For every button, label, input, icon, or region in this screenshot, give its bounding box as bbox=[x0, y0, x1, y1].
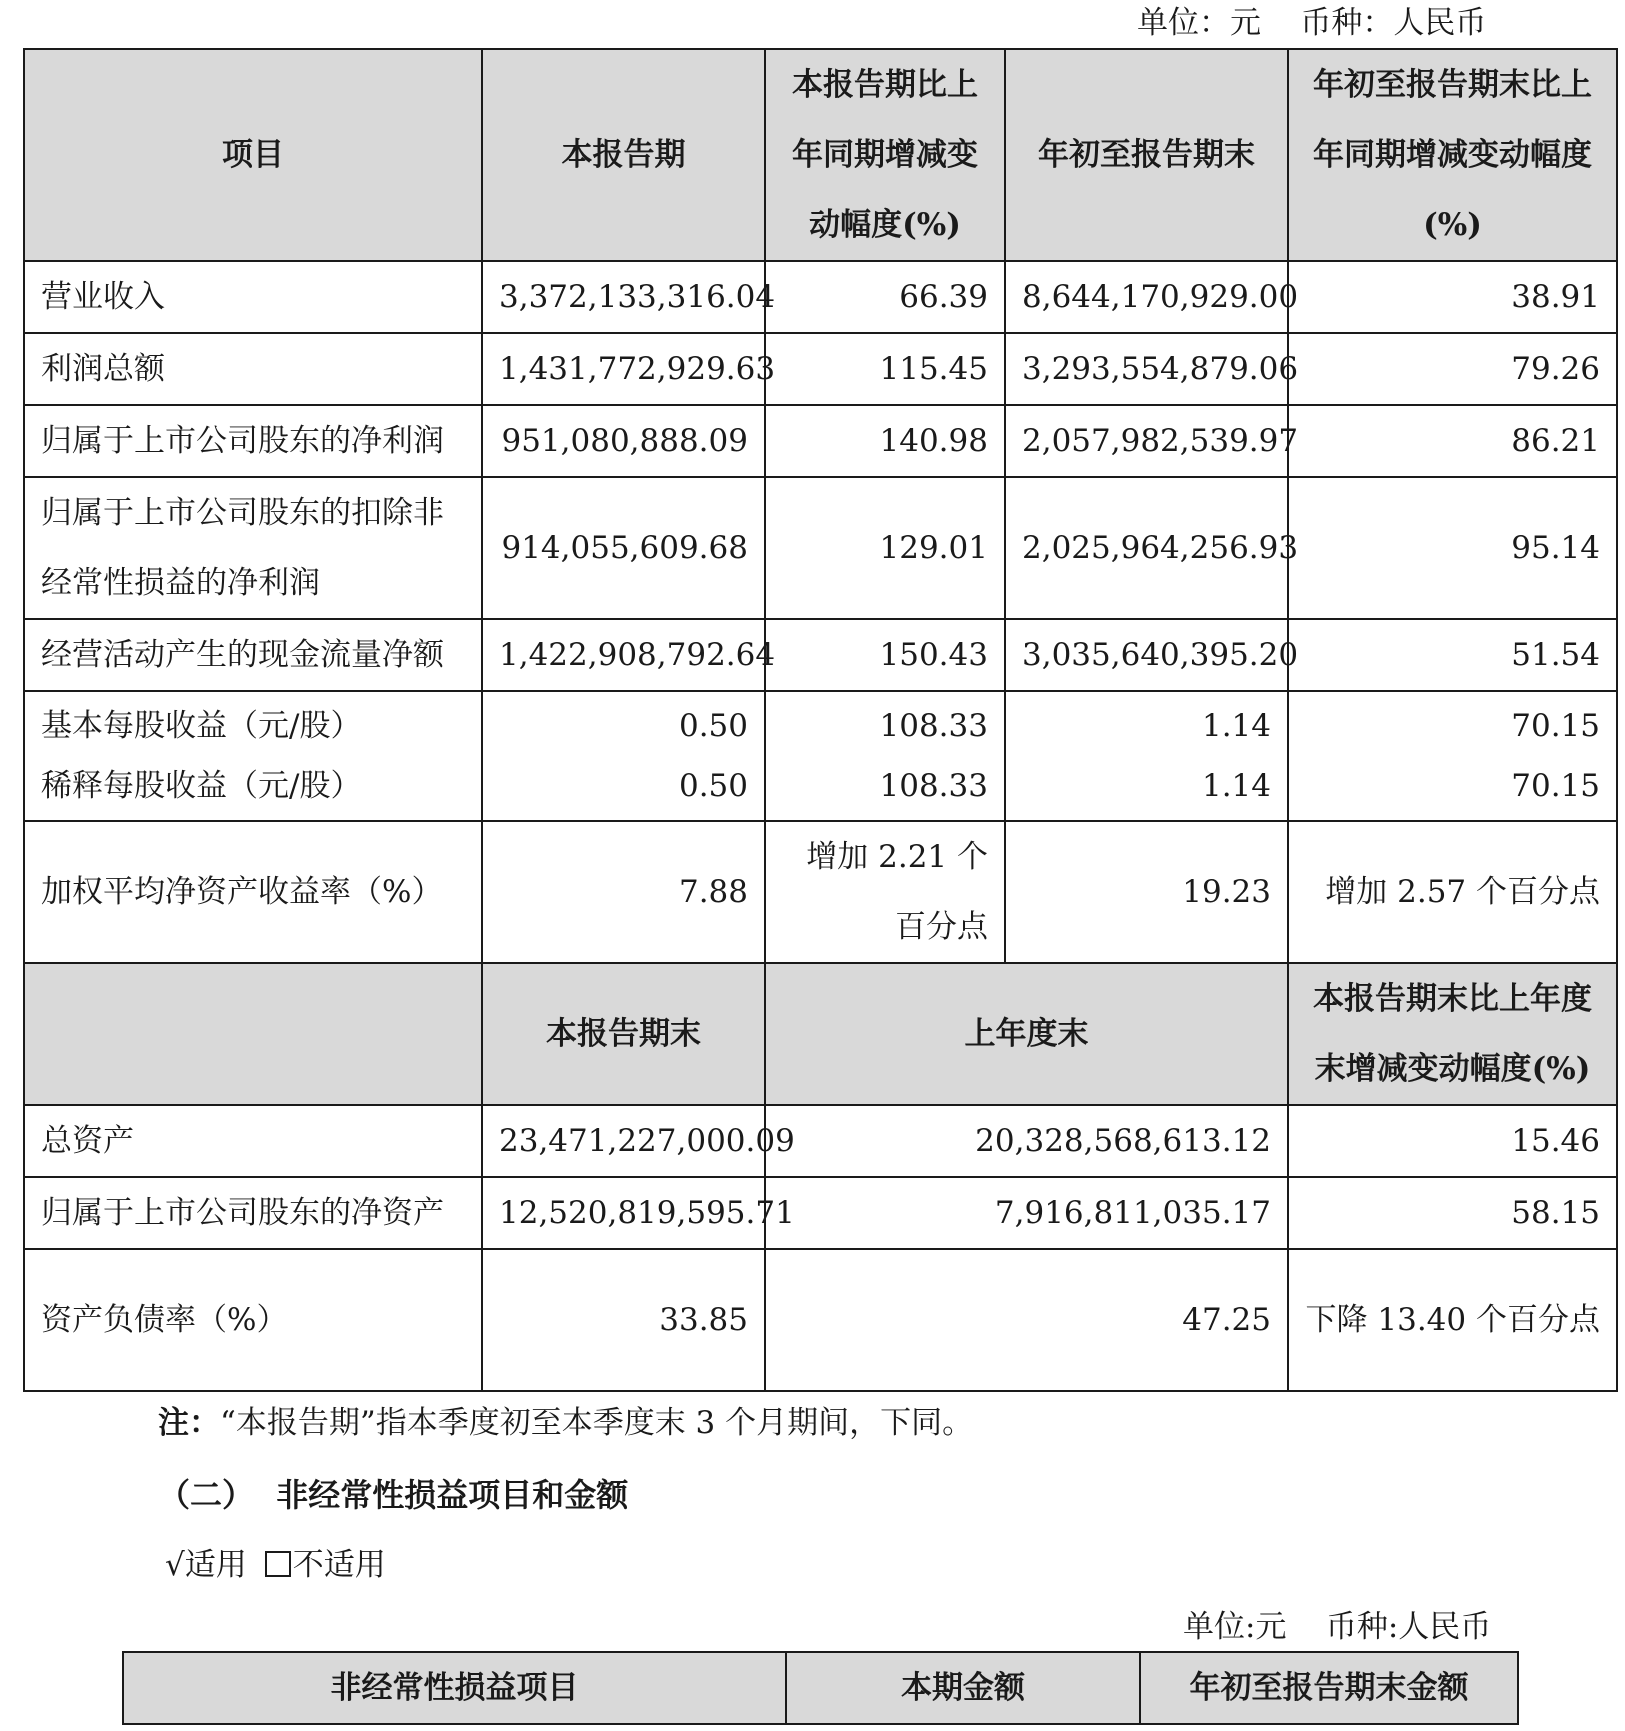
cell-ytd-eps bbox=[1005, 691, 1288, 821]
non-recurring-items-table bbox=[122, 1651, 1519, 1725]
cell-change: 下降 13.40 个百分点 bbox=[1288, 1249, 1617, 1391]
header-ytd-amount: 年初至报告期末金额 bbox=[1140, 1652, 1518, 1724]
row-label: 归属于上市公司股东的净利润 bbox=[24, 405, 482, 477]
cell-ytd-change: 70.15 bbox=[1511, 708, 1600, 744]
cell-current: 0.50 bbox=[678, 708, 748, 744]
table-row bbox=[24, 691, 1617, 821]
table-row bbox=[24, 1177, 1617, 1249]
applicability-options bbox=[165, 1547, 386, 1583]
cell-ytd: 8,644,170,929.00 bbox=[1005, 261, 1288, 333]
header-current-amount: 本期金额 bbox=[786, 1652, 1140, 1724]
header-ytd: 年初至报告期末 bbox=[1005, 49, 1288, 261]
table-row bbox=[24, 1249, 1617, 1391]
unit-currency-label: 单位：元 币种：人民币 bbox=[1137, 5, 1487, 41]
cell-current-change: 115.45 bbox=[765, 333, 1005, 405]
row-label: 加权平均净资产收益率（%） bbox=[24, 821, 482, 963]
cell-ytd-change: 79.26 bbox=[1288, 333, 1617, 405]
cell-current-eps bbox=[482, 691, 765, 821]
cell-current-change: 108.33 bbox=[879, 708, 988, 744]
row-label: 归属于上市公司股东的扣除非经常性损益的净利润 bbox=[24, 477, 482, 619]
table-header-row-2 bbox=[24, 963, 1617, 1105]
header-period-end: 本报告期末 bbox=[482, 963, 765, 1105]
header-ytd-change: 年初至报告期末比上年同期增减变动幅度(%) bbox=[1288, 49, 1617, 261]
table-header-row bbox=[123, 1652, 1518, 1724]
applicable-option: √适用 bbox=[165, 1547, 247, 1583]
cell-ytd-change: 38.91 bbox=[1288, 261, 1617, 333]
not-applicable-option: 不适用 bbox=[292, 1547, 386, 1583]
unit-currency-label-2: 单位:元 币种:人民币 bbox=[1183, 1609, 1492, 1645]
cell-current: 0.50 bbox=[678, 768, 748, 804]
cell-ytd-change: 51.54 bbox=[1288, 619, 1617, 691]
cell-period-end: 33.85 bbox=[482, 1249, 765, 1391]
cell-current-change-eps bbox=[765, 691, 1005, 821]
cell-ytd: 1.14 bbox=[1201, 708, 1271, 744]
cell-current-change: 129.01 bbox=[765, 477, 1005, 619]
cell-current: 3,372,133,316.04 bbox=[482, 261, 765, 333]
cell-ytd-change: 95.14 bbox=[1288, 477, 1617, 619]
row-label: 营业收入 bbox=[24, 261, 482, 333]
key-financial-data-table bbox=[23, 48, 1618, 1392]
header-period-end-change: 本报告期末比上年度末增减变动幅度(%) bbox=[1288, 963, 1617, 1105]
cell-current-change: 150.43 bbox=[765, 619, 1005, 691]
cell-period-end: 12,520,819,595.71 bbox=[482, 1177, 765, 1249]
table-row bbox=[24, 405, 1617, 477]
cell-current: 1,422,908,792.64 bbox=[482, 619, 765, 691]
cell-ytd: 1.14 bbox=[1201, 768, 1271, 804]
cell-change: 15.46 bbox=[1288, 1105, 1617, 1177]
cell-current: 914,055,609.68 bbox=[482, 477, 765, 619]
cell-ytd: 3,293,554,879.06 bbox=[1005, 333, 1288, 405]
cell-ytd-change-eps bbox=[1288, 691, 1617, 821]
checkbox-icon bbox=[265, 1551, 291, 1577]
cell-prior-year-end: 20,328,568,613.12 bbox=[765, 1105, 1288, 1177]
footnote bbox=[158, 1405, 974, 1441]
row-label-eps bbox=[24, 691, 482, 821]
cell-ytd-change: 增加 2.57 个百分点 bbox=[1288, 821, 1617, 963]
table-row bbox=[24, 619, 1617, 691]
row-label: 资产负债率（%） bbox=[24, 1249, 482, 1391]
table-row bbox=[24, 261, 1617, 333]
cell-ytd: 3,035,640,395.20 bbox=[1005, 619, 1288, 691]
section-title: （二） 非经常性损益项目和金额 bbox=[158, 1476, 629, 1514]
cell-ytd: 19.23 bbox=[1005, 821, 1288, 963]
cell-period-end: 23,471,227,000.09 bbox=[482, 1105, 765, 1177]
table-row bbox=[24, 1105, 1617, 1177]
header-current-period: 本报告期 bbox=[482, 49, 765, 261]
cell-change: 58.15 bbox=[1288, 1177, 1617, 1249]
row-label: 总资产 bbox=[24, 1105, 482, 1177]
footnote-prefix: 注： bbox=[158, 1405, 220, 1441]
cell-ytd-change: 70.15 bbox=[1511, 768, 1600, 804]
cell-current-change: 66.39 bbox=[765, 261, 1005, 333]
header-blank bbox=[24, 963, 482, 1105]
header-item: 非经常性损益项目 bbox=[123, 1652, 786, 1724]
row-label-basic-eps: 基本每股收益（元/股） bbox=[41, 708, 362, 744]
table-row bbox=[24, 477, 1617, 619]
footnote-text: “本报告期”指本季度初至本季度末 3 个月期间，下同。 bbox=[220, 1405, 974, 1441]
table-header-row bbox=[24, 49, 1617, 261]
cell-ytd-change: 86.21 bbox=[1288, 405, 1617, 477]
table-row bbox=[24, 333, 1617, 405]
cell-prior-year-end: 47.25 bbox=[765, 1249, 1288, 1391]
cell-current-change: 108.33 bbox=[879, 768, 988, 804]
row-label: 归属于上市公司股东的净资产 bbox=[24, 1177, 482, 1249]
header-item: 项目 bbox=[24, 49, 482, 261]
header-prior-year-end: 上年度末 bbox=[765, 963, 1288, 1105]
cell-ytd: 2,057,982,539.97 bbox=[1005, 405, 1288, 477]
cell-current: 7.88 bbox=[482, 821, 765, 963]
row-label-diluted-eps: 稀释每股收益（元/股） bbox=[41, 768, 362, 804]
cell-ytd: 2,025,964,256.93 bbox=[1005, 477, 1288, 619]
cell-current: 951,080,888.09 bbox=[482, 405, 765, 477]
row-label: 利润总额 bbox=[24, 333, 482, 405]
header-current-change: 本报告期比上年同期增减变动幅度(%) bbox=[765, 49, 1005, 261]
cell-current: 1,431,772,929.63 bbox=[482, 333, 765, 405]
cell-current-change: 140.98 bbox=[765, 405, 1005, 477]
table-row bbox=[24, 821, 1617, 963]
cell-current-change: 增加 2.21 个百分点 bbox=[765, 821, 1005, 963]
cell-prior-year-end: 7,916,811,035.17 bbox=[765, 1177, 1288, 1249]
row-label: 经营活动产生的现金流量净额 bbox=[24, 619, 482, 691]
